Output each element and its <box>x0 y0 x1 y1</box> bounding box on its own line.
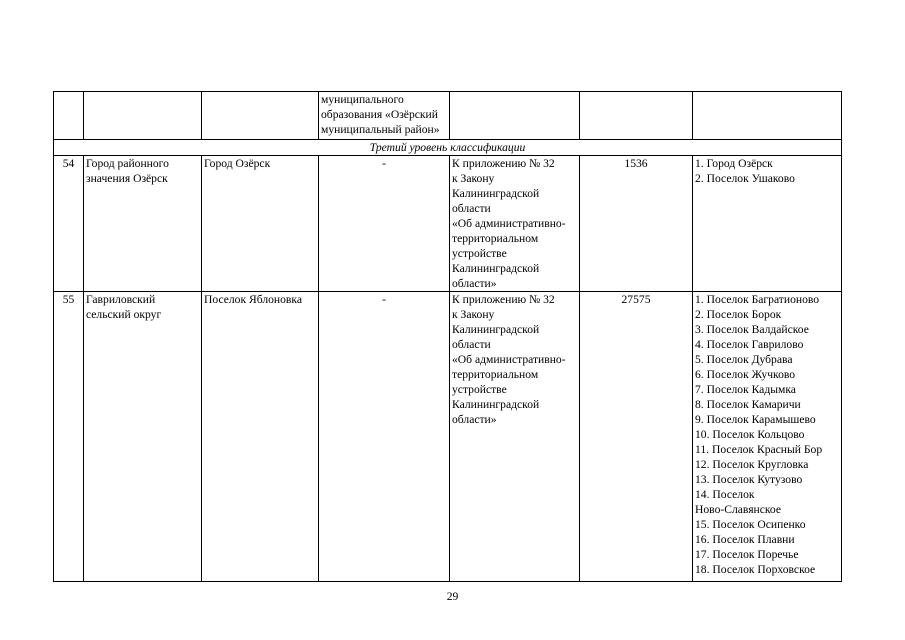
subordination-dash: - <box>319 156 450 292</box>
settlement-item: 2. Поселок Борок <box>695 308 782 321</box>
carry-num-cell <box>54 92 84 140</box>
settlement-item: 16. Поселок Плавни <box>695 533 795 546</box>
page-number: 29 <box>446 590 459 603</box>
settlement-item: 10. Поселок Кольцово <box>695 428 805 441</box>
settlement-item: 7. Поселок Кадымка <box>695 383 796 396</box>
settlements-list <box>695 292 839 577</box>
carry-population-cell <box>580 92 693 140</box>
settlement-item: 1. Город Озёрск <box>695 157 773 170</box>
law-reference: К приложению № 32 к Закону Калининградской области «Об административно- территориальном устройстве Калининградской области» <box>450 156 580 292</box>
admin-center: Поселок Яблоновка <box>202 292 319 582</box>
settlement-item: 1. Поселок Багратионово <box>695 293 820 306</box>
settlements-cell <box>693 292 842 582</box>
row-number: 54 <box>54 156 84 292</box>
carry-settlements-cell <box>693 92 842 140</box>
settlement-item: 17. Поселок Поречье <box>695 548 799 561</box>
subordination-dash: - <box>319 292 450 582</box>
settlement-item: 2. Поселок Ушаково <box>695 172 795 185</box>
carry-center-cell <box>202 92 319 140</box>
settlement-item: 6. Поселок Жучково <box>695 368 796 381</box>
carry-over-row <box>54 92 842 140</box>
settlement-item: 15. Поселок Осипенко <box>695 518 806 531</box>
admin-center: Город Озёрск <box>202 156 319 292</box>
unit-name: Город районного значения Озёрск <box>84 156 202 292</box>
settlement-item: 13. Поселок Кутузово <box>695 473 803 486</box>
carry-law-cell <box>450 92 580 140</box>
settlement-item: 5. Поселок Дубрава <box>695 353 793 366</box>
carry-subordination-cell: муниципального образования «Озёрский муниципальный район» <box>319 92 450 140</box>
settlement-item: 12. Поселок Кругловка <box>695 458 809 471</box>
carry-name-cell <box>84 92 202 140</box>
section-title: Третий уровень классификации <box>54 140 842 156</box>
settlement-item: 8. Поселок Камаричи <box>695 398 801 411</box>
population-value: 1536 <box>580 156 693 292</box>
section-header-row <box>54 140 842 156</box>
unit-name: Гавриловский сельский округ <box>84 292 202 582</box>
settlement-item: 9. Поселок Карамышево <box>695 413 816 426</box>
settlement-item: 14. Поселок Ново-Славянское <box>695 488 782 516</box>
table-row <box>54 292 842 582</box>
settlement-item: 4. Поселок Гаврилово <box>695 338 804 351</box>
settlements-list <box>695 156 839 186</box>
settlements-cell <box>693 156 842 292</box>
settlement-item: 11. Поселок Красный Бор <box>695 443 823 456</box>
population-value: 27575 <box>580 292 693 582</box>
settlement-item: 18. Поселок Порховское <box>695 563 816 576</box>
row-number: 55 <box>54 292 84 582</box>
table-row <box>54 156 842 292</box>
administrative-table <box>53 91 842 582</box>
settlement-item: 3. Поселок Валдайское <box>695 323 809 336</box>
law-reference: К приложению № 32 к Закону Калининградской области «Об административно- территориальном устройстве Калининградской области» <box>450 292 580 582</box>
